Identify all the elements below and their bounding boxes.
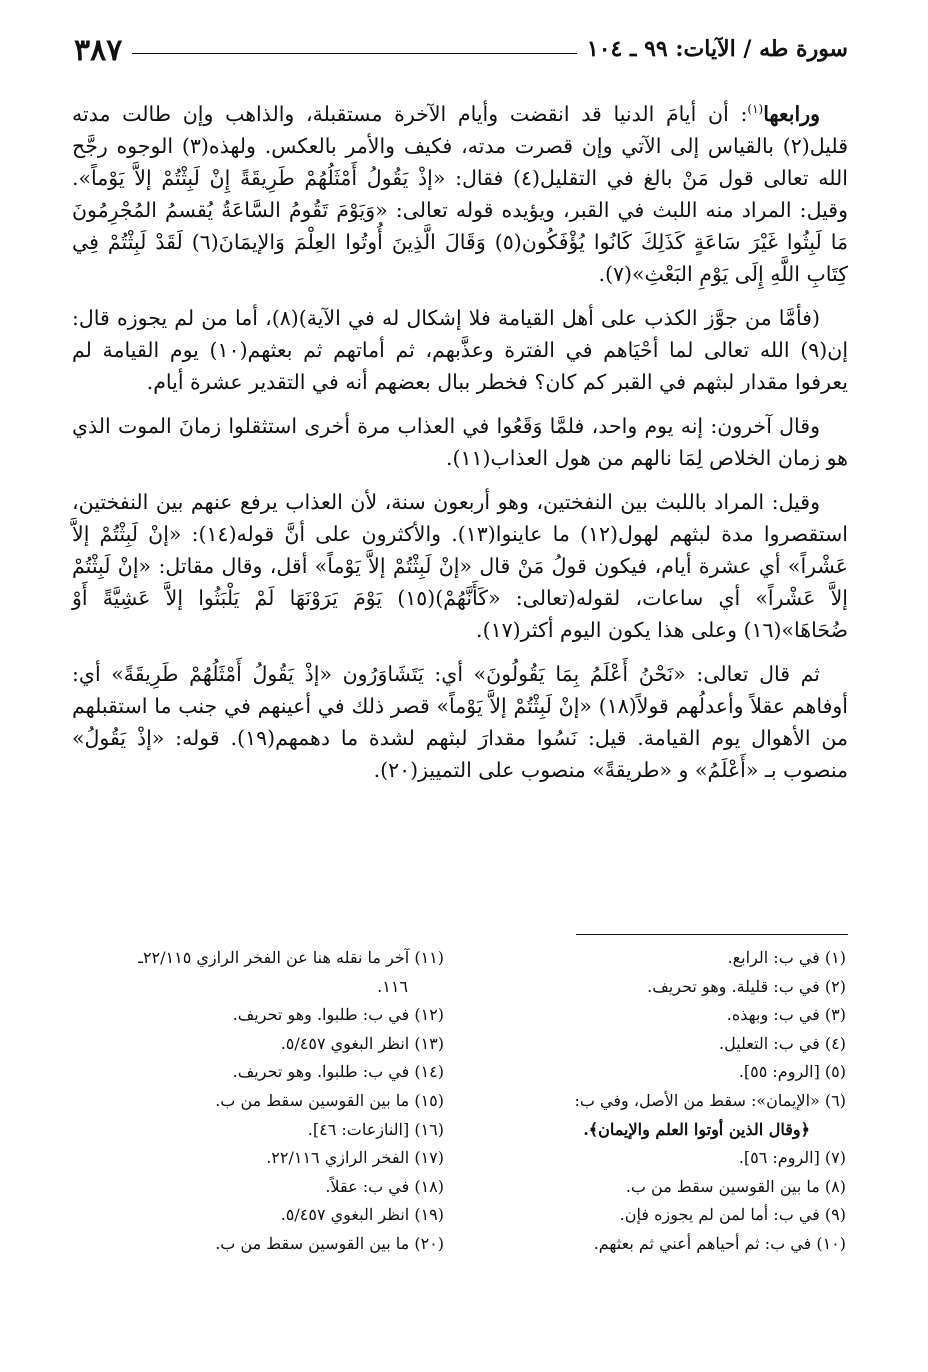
footnote-item: (٢) في ب: قليلة. وهو تحريف. <box>647 976 846 996</box>
paragraph-4: وقيل: المراد باللبث بين النفختين، وهو أربعون سنة، لأن العذاب يرفع عنهم بين النفختين، استقصروا مدة لبثهم لهول(١٢) ما عاينوا(١٣). والأكثرون على أنَّ قوله(١٤): «إنْ لَبِثْتُمْ إلاَّ عَشْراً» أي عشرة أيام، فيكون قولُ مَنْ قال «إنْ لَبِثْتُمْ إلاَّ يَوْماً» أقل، وقال مقاتل: «إنْ لَبِثْتُمْ إلاَّ عَشْراً» أي ساعات، لقوله(تعالى: «كَأَنَّهُمْ)(١٥) يَوْمَ يَرَوْنَهَا لَمْ يَلْبَثُوا إلاَّ عَشِيَّةً أَوْ ضُحَاهَا»(١٦) وعلى هذا يكون اليوم أكثر(١٧). <box>72 490 848 642</box>
footnote-6-bold: ﴿وقال الذين أوتوا العلم والإيمان﴾. <box>583 1119 810 1139</box>
footnote-item: (٣) في ب: وبهذه. <box>726 1005 846 1025</box>
footnote-item: (١١) آخر ما نقله هنا عن الفخر الرازي ٢٢/١١٥ـ <box>138 948 444 967</box>
footnote-item: (١٠) في ب: ثم أحياهم أعني ثم بعثهم. <box>593 1233 846 1253</box>
page-header <box>74 28 848 68</box>
paragraph-5: ثم قال تعالى: «نَحْنُ أَعْلَمُ بِمَا يَقُولُونَ» أي: يَتَشَاوَرُون «إذْ يَقُولُ أَمْثَلُهُمْ طَرِيقَةً» أي: أوفاهم عقلاً وأعدلُهم قولاً(١٨) «إنْ لَبِثْتُمْ إلاَّ يَوْماً» قصر ذلك في أعينهم في جنب ما استقبلهم من الأهوال يوم القيامة. قيل: نَسُوا مقدارَ لبثهم لشدة ما دهمهم(١٩). قوله: «إذْ يَقُولُ» منصوب بـ «أَعْلَمُ» و «طريقةً» منصوب على التمييز(٢٠). <box>72 662 848 782</box>
paragraph-1 <box>72 98 848 290</box>
footnotes <box>72 944 848 1324</box>
paragraph-2: (فأمَّا من جوَّز الكذب على أهل القيامة فلا إشكال له في الآية)(٨)، أما من لم يجوزه قال: إن(٩) الله تعالى لما أحْيَاهم في الفترة وعذَّبهم، ثم أماتهم ثم بعثهم(١٠) يوم القيامة لم يعرفوا مقدار لبثهم في القبر كم كان؟ فخطر ببال بعضهم أنه في التقدير عشرة أيام. <box>72 306 849 394</box>
footnote-item: (٩) في ب: أما لمن لم يجوزه فإن. <box>619 1205 846 1225</box>
header-rule <box>132 53 577 54</box>
footnote-rule <box>576 934 848 935</box>
footnote-item: (١٥) ما بين القوسين سقط من ب. <box>215 1090 444 1110</box>
footnote-item: (١) في ب: الرابع. <box>727 948 846 967</box>
main-text <box>72 98 848 798</box>
running-title: سورة طه / الآيات: ٩٩ ـ ١٠٤ <box>586 36 848 62</box>
footnotes-left-column <box>72 944 446 1324</box>
footnote-item: (١٢) في ب: طلبوا. وهو تحريف. <box>232 1005 444 1025</box>
paragraph-1-lead: ورابعها <box>763 102 820 126</box>
footnote-item: (١٧) الفخر الرازي ٢٢/١١٦. <box>266 1148 444 1168</box>
footnote-item: (١٦) [النازعات: ٤٦]. <box>307 1119 444 1139</box>
footnote-item: (١٩) انظر البغوي ٥/٤٥٧. <box>280 1205 444 1225</box>
footnote-item: (٦) «الإيمان»: سقط من الأصل، وفي ب: <box>574 1090 846 1110</box>
footnote-item-continuation: ١١٦. <box>377 976 408 996</box>
footnote-item: (١٣) انظر البغوي ٥/٤٥٧. <box>280 1033 444 1053</box>
footnote-item: (٢٠) ما بين القوسين سقط من ب. <box>215 1233 444 1253</box>
paragraph-1-lead-note: (١) <box>747 102 764 117</box>
paragraph-1-text: : أن أيامَ الدنيا قد انقضت وأيام الآخرة مستقبلة، والذاهب وإن طالت مدته قليل(٢) بالقياس إلى الآتي وإن قصرت مدته، فكيف والأمر بالعكس. ولهذه(٣) الوجوه رجَّح الله تعالى قول مَنْ بالغ في التقليل(٤) فقال: «إذْ يَقُولُ أَمْثَلُهُمْ طَرِيقَةً إِنْ لَبِثْتُمْ إلاَّ يَوْماً». وقيل: المراد منه اللبث في القبر، ويؤيده قوله تعالى: «وَيَوْمَ تَقُومُ السَّاعَةُ يُقسمُ المُجْرِمُونَ مَا لَبِثُوا غَيْرَ سَاعَةٍ كَذَلِكَ كَانُوا يُؤْفَكُون(٥) وَقَالَ الَّذِينَ أُوتُوا العِلْمَ وَالإيمَانَ(٦) لَقَدْ لَبِثْتُمْ فِي كِتَابِ اللَّهِ إِلَى يَوْمِ البَعْثِ»(٧). <box>72 102 849 286</box>
footnote-item: (١٨) في ب: عقلاً. <box>325 1176 444 1196</box>
footnote-item: (٨) ما بين القوسين سقط من ب. <box>625 1176 846 1196</box>
footnote-item: (٥) [الروم: ٥٥]. <box>738 1062 846 1082</box>
paragraph-3: وقال آخرون: إنه يوم واحد، فلمَّا وَقَعُوا في العذاب مرة أخرى استثقلوا زمانَ الموت الذي هو زمان الخلاص لِمَا نالهم من هول العذاب(١١). <box>72 414 848 470</box>
footnote-item: (١٤) في ب: طلبوا. وهو تحريف. <box>232 1062 444 1082</box>
footnote-item: (٧) [الروم: ٥٦]. <box>738 1148 846 1168</box>
footnotes-right-column <box>474 944 848 1324</box>
footnote-item-continuation <box>474 1116 848 1145</box>
page-number: ٣٨٧ <box>74 33 123 68</box>
footnote-item: (٤) في ب: التعليل. <box>719 1033 846 1053</box>
